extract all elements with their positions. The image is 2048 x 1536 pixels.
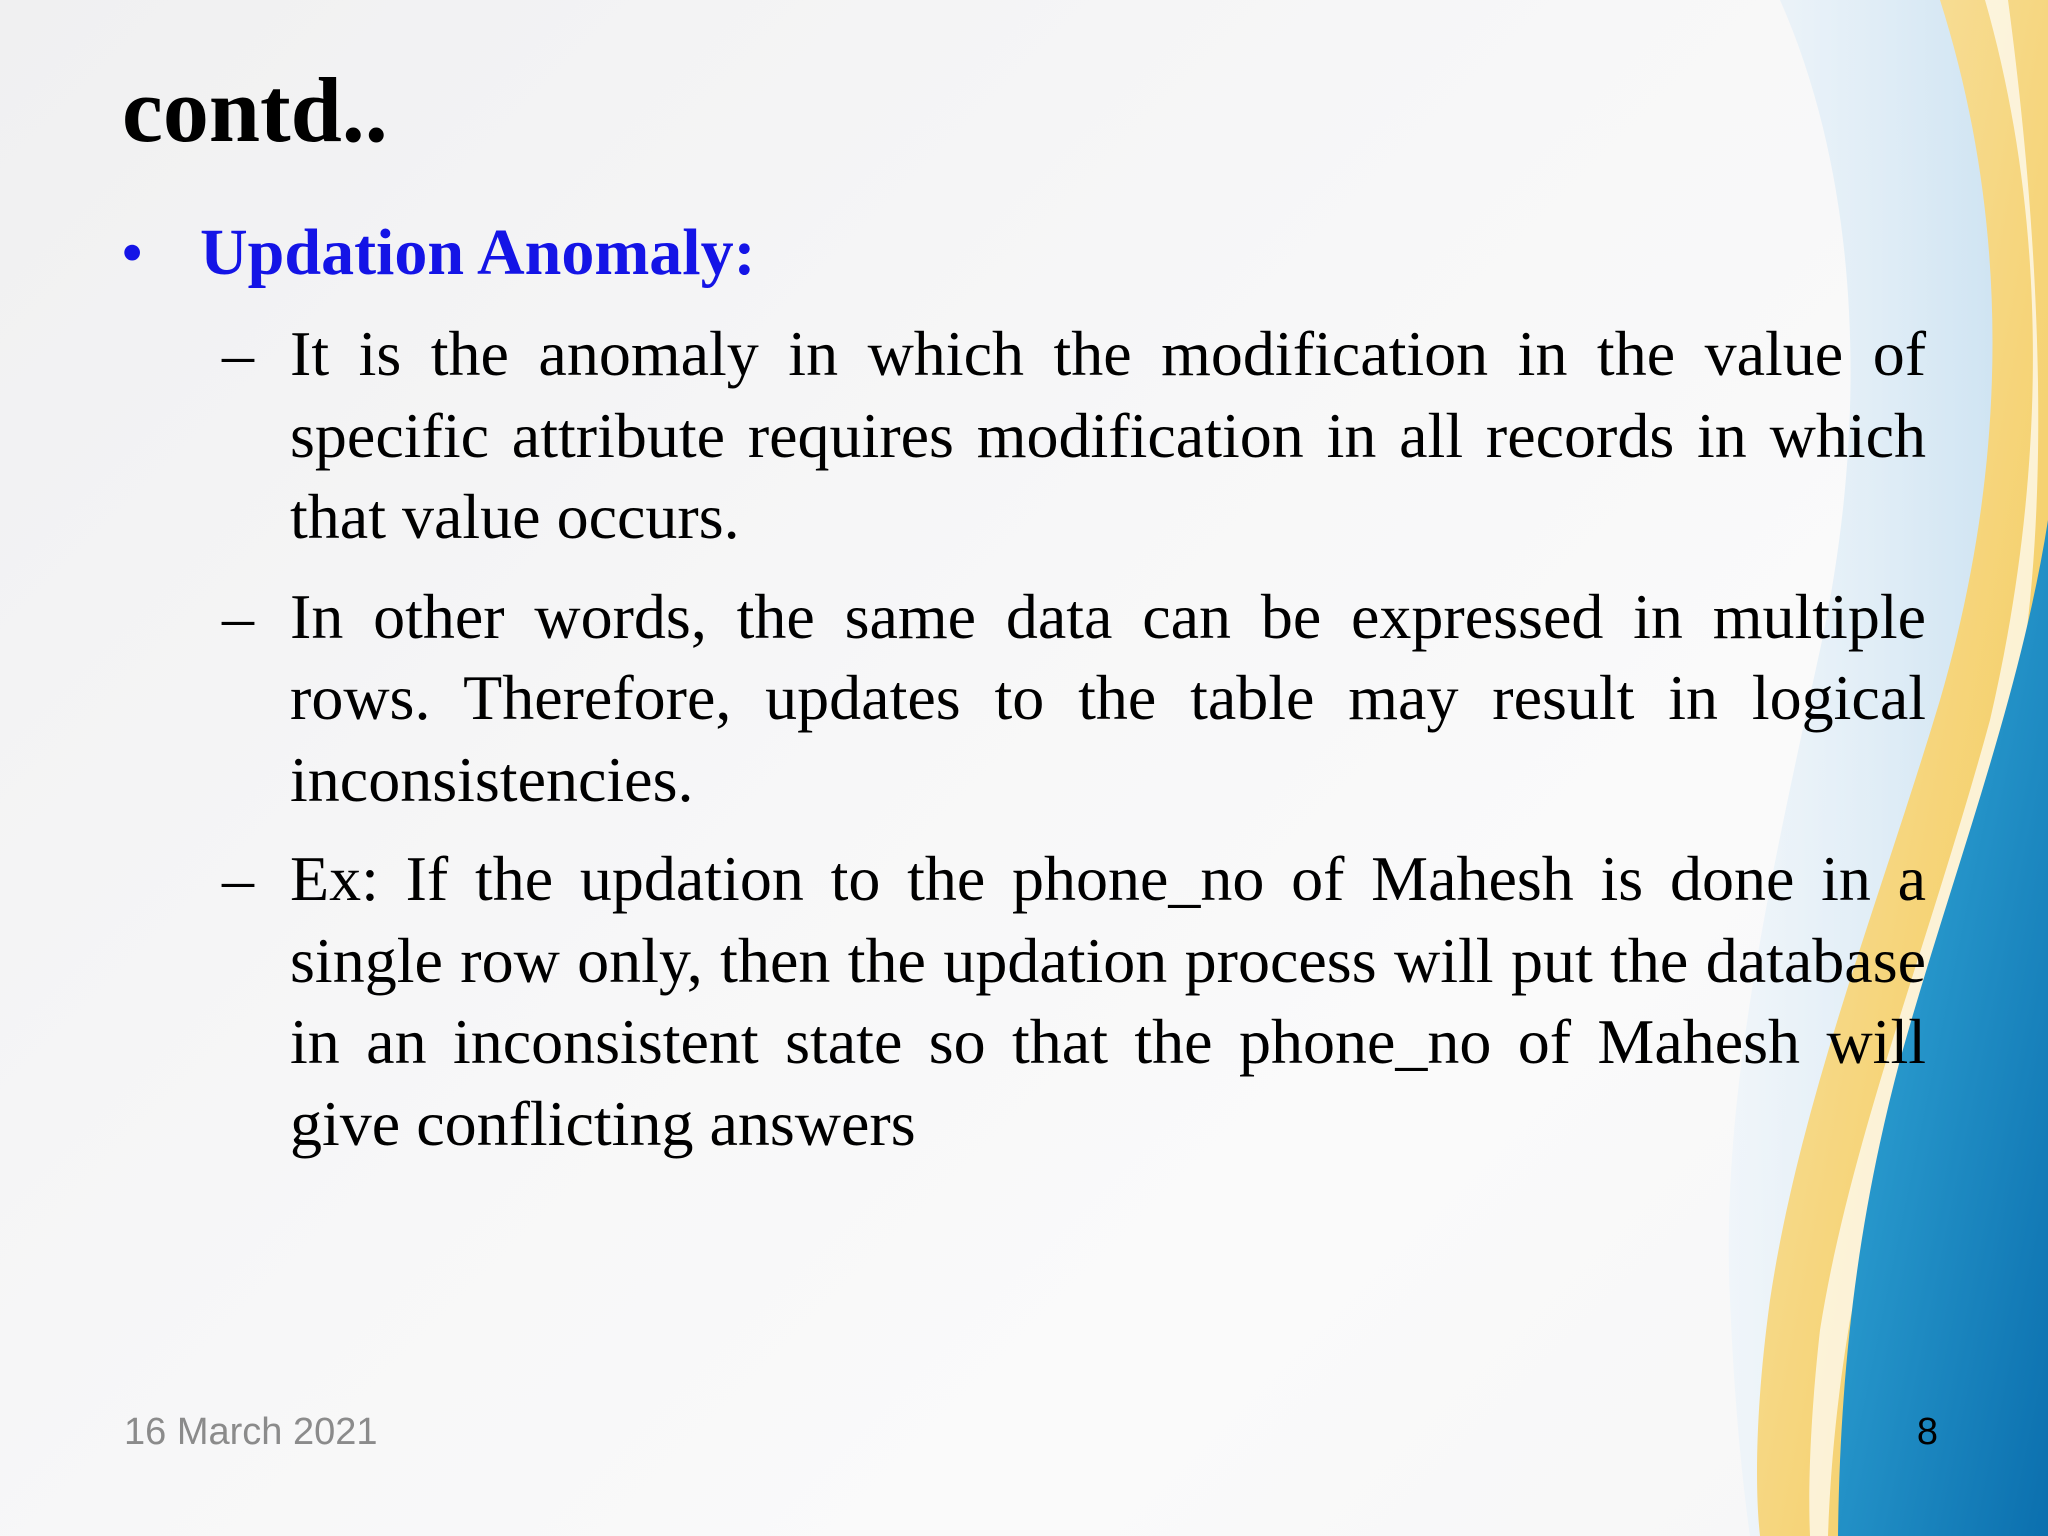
sub-bullet-item [222,838,1926,1164]
bullet-heading-label: Updation Anomaly: [200,216,756,289]
sub-bullet-item [222,576,1926,821]
dash-marker: – [222,318,254,389]
sub-bullet-text: In other words, the same data can be expressed in multiple rows. Therefore, updates to the table may result in logical inconsistencies. [290,580,1926,815]
sub-bullet-text: Ex: If the updation to the phone_no of Mahesh is done in a single row only, then the updation process will put the database in an inconsistent state so that the phone_no of Mahesh will give conflicting answers [290,843,1926,1159]
dash-marker: – [222,580,254,652]
footer-date: 16 March 2021 [124,1411,378,1453]
slide-title: contd.. [122,59,388,161]
bullet-heading [122,213,756,293]
sub-bullet-list [222,313,1926,1182]
sub-bullet-item [222,313,1926,558]
sub-bullet-text: It is the anomaly in which the modification in the value of specific attribute requires modification in all records in which that value occurs. [290,318,1926,552]
bullet-marker: • [122,220,143,285]
page-number: 8 [1916,1411,1938,1453]
dash-marker: – [222,843,254,914]
